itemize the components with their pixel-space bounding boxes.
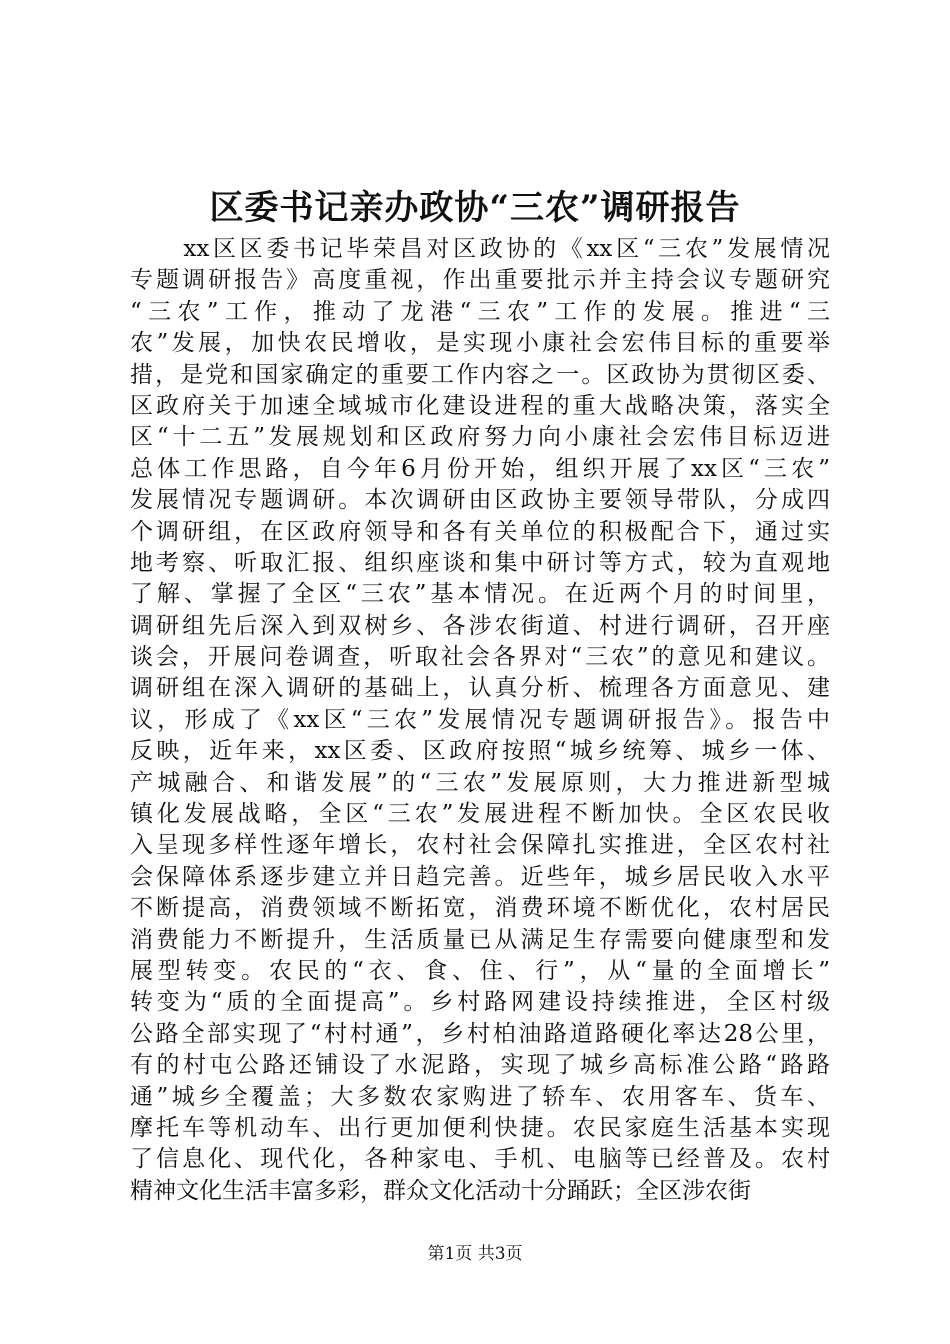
body-line: 区政府关于加速全域城市化建设进程的重大战略决策，落实全 <box>130 392 830 419</box>
body-line: 精神文化生活丰富多彩，群众文化活动十分踊跃；全区涉农街 <box>130 1177 751 1204</box>
body-line: 农”发展，加快农民增收，是实现小康社会宏伟目标的重要举 <box>130 330 830 357</box>
body-line: 措，是党和国家确定的重要工作内容之一。区政协为贯彻区委、 <box>130 361 830 388</box>
body-line: 消费能力不断提升，生活质量已从满足生存需要向健康型和发 <box>130 926 830 953</box>
body-line: 总体工作思路，自今年6月份开始，组织开展了xx区“三农” <box>130 455 830 482</box>
body-line: 谈会，开展问卷调查，听取社会各界对“三农”的意见和建议。 <box>130 644 830 671</box>
body-line: 发展情况专题调研。本次调研由区政协主要领导带队，分成四 <box>130 487 830 514</box>
body-line: 会保障体系逐步建立并日趋完善。近些年，城乡居民收入水平 <box>130 863 830 890</box>
body-line: 了解、掌握了全区“三农”基本情况。在近两个月的时间里， <box>130 581 830 608</box>
body-line: 通”城乡全覆盖；大多数农家购进了轿车、农用客车、货车、 <box>130 1083 830 1110</box>
body-line: xx区区委书记毕荣昌对区政协的《xx区“三农”发展情况 <box>130 236 830 262</box>
body-line: 区“十二五”发展规划和区政府努力向小康社会宏伟目标迈进 <box>130 424 830 451</box>
body-line: 公路全部实现了“村村通”，乡村柏油路道路硬化率达28公里， <box>130 1020 830 1047</box>
body-line: 反映，近年来，xx区委、区政府按照“城乡统筹、城乡一体、 <box>130 738 830 765</box>
body-line: 议，形成了《xx区“三农”发展情况专题调研报告》。报告中 <box>130 706 830 733</box>
body-line: 调研组先后深入到双树乡、各涉农街道、村进行调研，召开座 <box>130 612 830 639</box>
body-line: “三农”工作，推动了龙港“三农”工作的发展。推进“三 <box>130 298 830 325</box>
document-title: 区委书记亲办政协“三农”调研报告 <box>209 188 741 228</box>
body-line: 地考察、听取汇报、组织座谈和集中研讨等方式，较为直观地 <box>130 549 830 576</box>
body-line: 有的村屯公路还铺设了水泥路，实现了城乡高标准公路“路路 <box>130 1052 830 1079</box>
body-line: 展型转变。农民的“衣、食、住、行”，从“量的全面增长” <box>130 957 830 984</box>
document-body <box>130 234 830 1207</box>
body-line: 转变为“质的全面提高”。乡村路网建设持续推进，全区村级 <box>130 989 830 1016</box>
body-line: 了信息化、现代化，各种家电、手机、电脑等已经普及。农村 <box>130 1146 830 1173</box>
body-line: 产城融合、和谐发展”的“三农”发展原则，大力推进新型城 <box>130 769 830 796</box>
body-line: 不断提高，消费领域不断拓宽，消费环境不断优化，农村居民 <box>130 895 830 922</box>
body-line: 入呈现多样性逐年增长，农村社会保障扎实推进，全区农村社 <box>130 832 830 859</box>
body-line: 调研组在深入调研的基础上，认真分析、梳理各方面意见、建 <box>130 675 830 702</box>
body-line: 个调研组，在区政府领导和各有关单位的积极配合下，通过实 <box>130 518 830 545</box>
body-line: 镇化发展战略，全区“三农”发展进程不断加快。全区农民收 <box>130 801 830 828</box>
body-line: 摩托车等机动车、出行更加便利快捷。农民家庭生活基本实现 <box>130 1114 830 1141</box>
body-line: 专题调研报告》高度重视，作出重要批示并主持会议专题研究 <box>130 267 830 294</box>
page-footer: 第1页 共3页 <box>427 1244 523 1264</box>
